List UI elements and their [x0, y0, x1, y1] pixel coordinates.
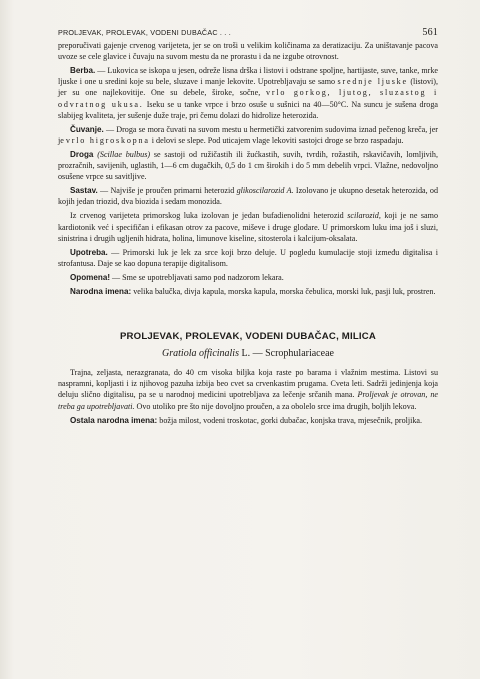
intro-paragraph: preporučivati gajenje crvenog varijeteta, jer se on troši u velikim količinama za deratizaciju. Za uništavanje pacova uvoze se cele glavice i čuvaju na suvom mestu da ne prorastu i da ne izgube otrovnost. [58, 41, 438, 62]
page-number: 561 [422, 27, 438, 38]
running-header [58, 27, 438, 38]
page-content [58, 27, 438, 429]
section-title: PROLJEVAK, PROLEVAK, VODENI DUBAČAC, MILICA [119, 331, 377, 343]
latin-name-line [58, 348, 438, 359]
ostala-imena-paragraph: Ostala narodna imena: božja milost, vodeni troskotac, gorki dubačac, konjska trava, mjesečnik, proljika. [70, 415, 423, 425]
latin-name: Gratiola officinalis [162, 348, 239, 360]
running-title: PROLJEVAK, PROLEVAK, VODENI DUBAČAC . . . [58, 28, 231, 37]
berba-paragraph: Berba. — Lukovica se iskopa u jesen, odreže lisna drška i listovi i odstrane spoljne, hartijaste, suve, tanke, mrke ljuske i one u sredini koje su bele, sluzave i manje lekovite. Upotrebljavaju se samo srednje ljuske (listovi), jer su one najlekovitije. One su debele, široke, sočne, vrlo gorkog, ljutog, sluzastog i odvratnog ukusa. Iseku se u tanke vrpce i brzo osuše u sušnici na 40—50°C. Na suncu je sušena droga slabijeg kvaliteta, jer sušenje duže traje, pri čemu dolazi do hidrolize heterozida. [58, 66, 438, 120]
opomena-label: Opomena! [70, 272, 111, 282]
crveni-varijetet-paragraph: Iz crvenog varijeteta primorskog luka izolovan je jedan bufadienolidni heterozid scilarozid, koji je ne samo kardiotonik već i specifičan i efikasan otrov za pacove, miševe i druge glodare. U primorskom luku ima još i sluzi, sinistrina i drugih ugljenih hidrata, holina, limunove kiseline, sitosterola i kalcijum-oksalata. [58, 211, 438, 243]
narodna-imena-label: Narodna imena: [70, 286, 132, 296]
ostala-imena-label: Ostala narodna imena: [70, 415, 158, 425]
cuvanje-paragraph: Čuvanje. — Droga se mora čuvati na suvom mestu u hermetički zatvorenim sudovima iznad pečenog kreča, jer je vrlo higroskopna i delovi se slepe. Pod uticajem vlage lekoviti sastojci droge se brzo raspadaju. [58, 124, 438, 145]
narodna-imena-paragraph: Narodna imena: velika balučka, divja kapula, morska kapula, morska čebulica, morski luk, pasji luk, prostren. [70, 286, 436, 296]
droga-paragraph: Droga (Scillae bulbus) se sastoji od ružičastih ili žućkastih, suvih, tvrdih, rožastih, rskavičavih, lomljivih, prozračnih, savijenih, uglastih, 1—6 cm dugačkih, 0,5 do 1 cm širokih i do 5 mm debelih vrpci. Vlažne, nedovoljno osušene vrpce su savitljive. [58, 149, 438, 182]
upotreba-label: Upotreba. [70, 247, 108, 257]
upotreba-paragraph: Upotreba. — Primorski luk je lek za srce koji brzo deluje. U pogledu kumulacije stoji između digitalisa i strofantusa. Daje se kao dopuna terapije digitalisom. [58, 247, 438, 268]
droga-label: Droga [70, 149, 94, 159]
opomena-paragraph: Opomena! — Sme se upotrebljavati samo pod nadzorom lekara. [70, 272, 284, 282]
sastav-paragraph: Sastav. — Najviše je proučen primarni heterozid glikoscilarozid A. Izolovano je ukupno desetak heterozida, od kojih jedan triozid, dva biozida i sedam monozida. [58, 186, 439, 207]
sastav-label: Sastav. [70, 186, 98, 196]
cuvanje-label: Čuvanje. [70, 124, 104, 134]
opis-paragraph: Trajna, zeljasta, nerazgranata, do 40 cm visoka biljka koja raste po barama i vlažnim mestima. Listovi su naspramni, kopljasti i iz njihovog pazuha izbija beo cvet sa crvenkastim prugama. Cveta leti. Sadrži jedinjenja koja deluju slično digitalisu, pa se u narodnoj medicini upotrebljava za lečenje srčanih mana. Proljevak je otrovan, ne treba ga upotrebljavati. Ovo utoliko pre što nije dovoljno proučen, a za obolelo srce ima drugih, boljih lekova. [58, 368, 438, 411]
berba-label: Berba. [70, 66, 96, 76]
author-family: L. — Scrophulariaceae [238, 348, 334, 360]
